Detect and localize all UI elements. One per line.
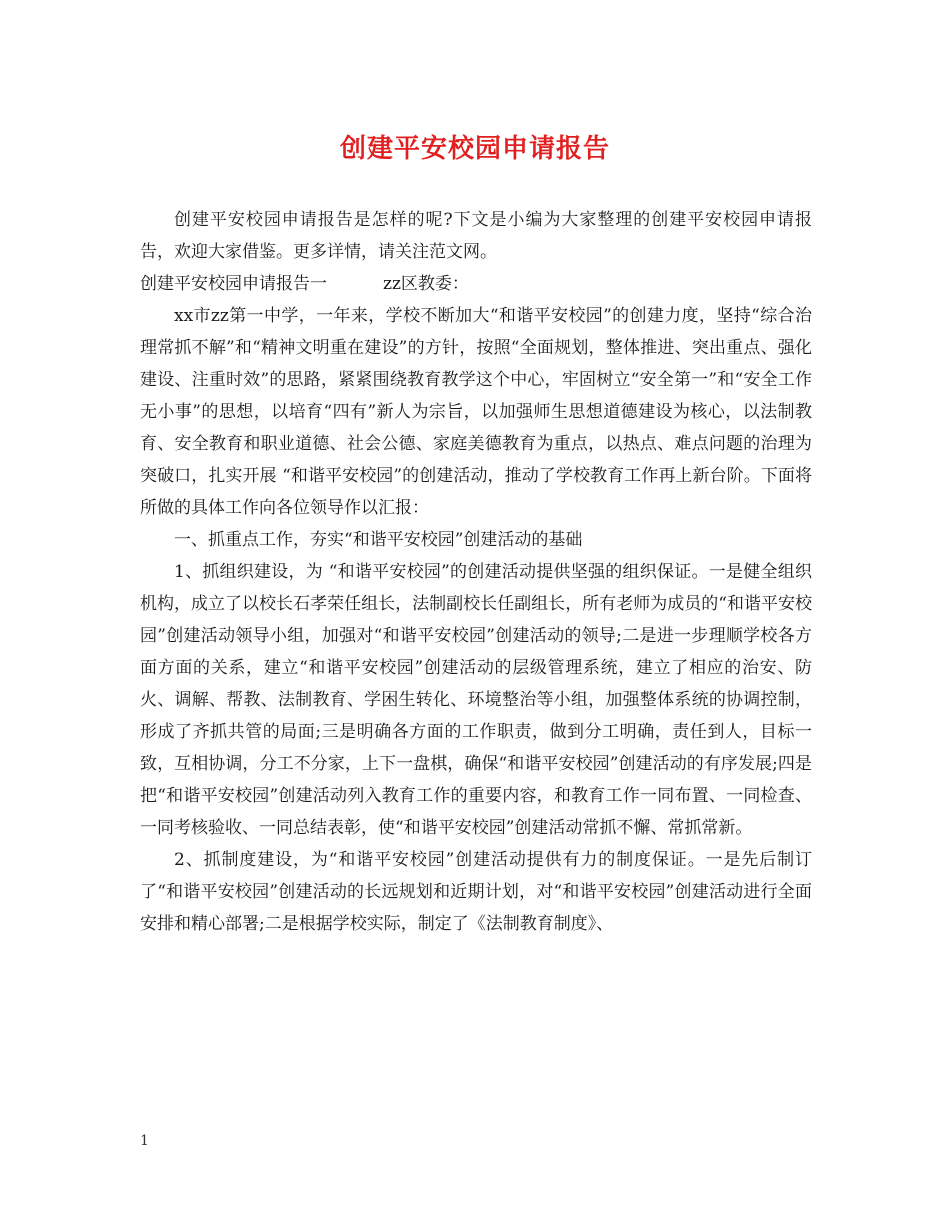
paragraph-1: xx市zz第一中学，一年来，学校不断加大“和谐平安校园”的创建力度，坚持“综合治理常抓不解”和“精神文明重在建设”的方针，按照“全面规划，整体推进、突出重点、强化建设、注重时效”的思路，紧紧围绕教育教学这个中心，牢固树立“安全第一”和“安全工作无小事”的思想，以培育“四有”新人为宗旨，以加强师生思想道德建设为核心，以法制教育、安全教育和职业道德、社会公德、家庭美德教育为重点，以热点、难点问题的治理为突破口，扎实开展 “和谐平安校园”的创建活动，推动了学校教育工作再上新台阶。下面将所做的具体工作向各位领导作以汇报： [140, 306, 812, 518]
point-1-heading: 一、抓重点工作，夯实“和谐平安校园”创建活动的基础 [174, 530, 583, 550]
section-heading-line [140, 268, 812, 300]
addressee: zz区教委： [383, 274, 469, 294]
paragraph-2: 1、抓组织建设，为 “和谐平安校园”的创建活动提供坚强的组织保证。一是健全组织机构，成立了以校长石孝荣任组长，法制副校长任副组长，所有老师为成员的“和谐平安校园”创建活动领导小组，加强对“和谐平安校园”创建活动的领导;二是进一步理顺学校各方面方面的关系，建立“和谐平安校园”创建活动的层级管理系统，建立了相应的治安、防火、调解、帮教、法制教育、学困生转化、环境整治等小组，加强整体系统的协调控制，形成了齐抓共管的局面;三是明确各方面的工作职责，做到分工明确，责任到人，目标一致，互相协调，分工不分家，上下一盘棋，确保“和谐平安校园”创建活动的有序发展;四是把“和谐平安校园”创建活动列入教育工作的重要内容，和教育工作一同布置、一同检查、一同考核验收、一同总结表彰，使“和谐平安校园”创建活动常抓不懈、常抓常新。 [140, 562, 812, 838]
section-heading: 创建平安校园申请报告一 [140, 274, 327, 294]
document-title: 创建平安校园申请报告 [339, 134, 610, 164]
intro-paragraph: 创建平安校园申请报告是怎样的呢?下文是小编为大家整理的创建平安校园申请报告，欢迎大家借鉴。更多详情，请关注范文网。 [140, 210, 812, 262]
paragraph-3: 2、抓制度建设，为“和谐平安校园”创建活动提供有力的制度保证。一是先后制订了“和谐平安校园”创建活动的长远规划和近期计划，对“和谐平安校园”创建活动进行全面安排和精心部署;二是根据学校实际，制定了《法制教育制度》、 [140, 850, 812, 934]
document-body [140, 204, 812, 940]
page-number: 1 [140, 1133, 149, 1149]
